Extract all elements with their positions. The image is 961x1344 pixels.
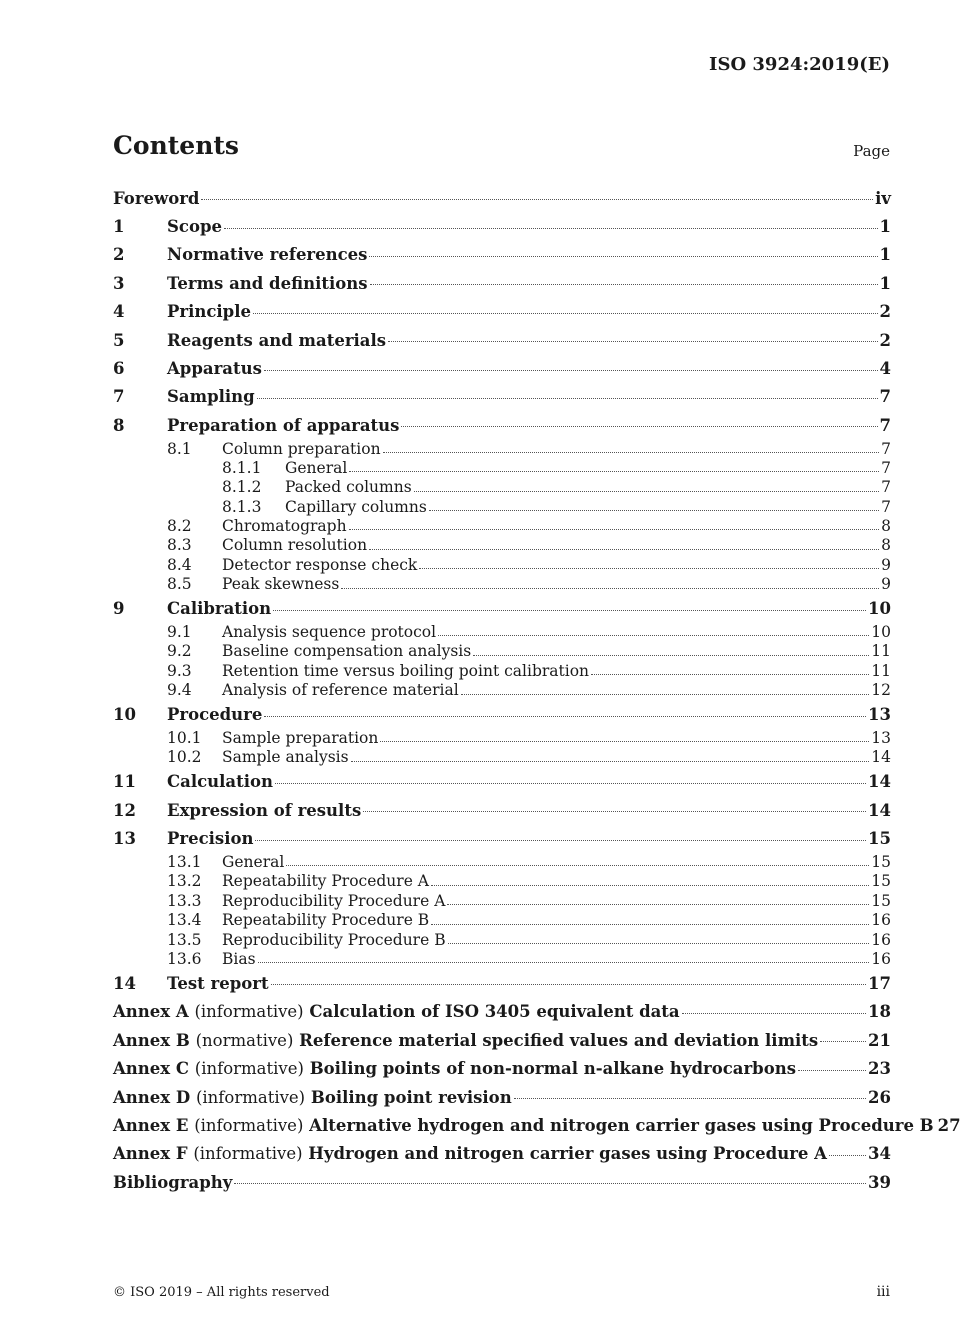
toc-entry[interactable]: [113, 478, 891, 497]
annex-letter: Annex D: [113, 1087, 191, 1107]
dot-leader: [351, 761, 870, 762]
toc-entry-number: 9: [113, 599, 125, 619]
toc-entry-number: 8.1: [167, 439, 192, 458]
dot-leader: [447, 904, 869, 905]
dot-leader: [273, 600, 866, 611]
toc-entry-title: Repeatability Procedure A: [222, 872, 429, 891]
toc-entry[interactable]: [113, 241, 891, 269]
page-column-label: Page: [853, 142, 890, 160]
dot-leader: [514, 1088, 866, 1099]
toc-entry-title: Sample analysis: [222, 748, 349, 767]
toc-entry[interactable]: [113, 298, 891, 326]
toc-entry-number: 13.6: [167, 949, 202, 968]
toc-entry-title: Reproducibility Procedure B: [222, 930, 446, 949]
annex-letter: Annex F: [113, 1144, 188, 1164]
toc-entry-page: 2: [879, 302, 891, 322]
toc-entry-title: Capillary columns: [285, 497, 427, 516]
toc-entry-page: 7: [881, 478, 891, 497]
toc-entry-page: 13: [871, 728, 891, 747]
dot-leader: [829, 1145, 866, 1156]
toc-entry-title: Foreword: [113, 188, 200, 208]
toc-entry[interactable]: [113, 536, 891, 555]
toc-entry[interactable]: [113, 662, 891, 681]
toc-entry-title: Packed columns: [285, 478, 412, 497]
toc-entry-number: 8.1.3: [222, 497, 262, 516]
dot-leader: [224, 218, 878, 229]
annex-title: Alternative hydrogen and nitrogen carrier gases using Procedure B: [309, 1115, 934, 1135]
toc-entry-title: [113, 1144, 827, 1163]
toc-entry-page: 8: [881, 536, 891, 555]
toc-entry-number: 7: [113, 387, 125, 407]
toc-entry[interactable]: [113, 1054, 891, 1082]
toc-entry[interactable]: [113, 969, 891, 997]
toc-entry-number: 8.4: [167, 555, 192, 574]
toc-entry[interactable]: [113, 853, 891, 872]
annex-title: Boiling point revision: [310, 1087, 512, 1107]
toc-entry-page: 11: [871, 642, 891, 661]
dot-leader: [429, 510, 879, 511]
annex-kind: (informative): [194, 1059, 304, 1079]
dot-leader: [473, 655, 869, 656]
annex-kind: (informative): [193, 1144, 303, 1164]
toc-entry-page: iv: [875, 188, 891, 208]
toc-entry-title: Bias: [222, 949, 256, 968]
toc-entry[interactable]: [113, 411, 891, 439]
toc-entry-number: 9.1: [167, 623, 192, 642]
toc-entry-number: 5: [113, 330, 125, 350]
toc-entry[interactable]: [113, 796, 891, 824]
toc-entry-title: [113, 1002, 680, 1021]
dot-leader: [401, 416, 877, 427]
annex-title: Calculation of ISO 3405 equivalent data: [309, 1002, 680, 1022]
toc-entry-page: 26: [868, 1087, 891, 1107]
toc-entry[interactable]: [113, 354, 891, 382]
toc-entry[interactable]: [113, 911, 891, 930]
toc-entry-title: Reproducibility Procedure A: [222, 891, 446, 910]
toc-entry-title: Repeatability Procedure B: [222, 911, 430, 930]
toc-entry[interactable]: [113, 326, 891, 354]
toc-entry-title: Test report: [167, 973, 269, 993]
annex-kind: (informative): [194, 1115, 304, 1135]
dot-leader: [461, 694, 870, 695]
dot-leader: [275, 773, 866, 784]
toc-entry-title: Analysis of reference material: [222, 681, 459, 700]
toc-entry[interactable]: [113, 748, 891, 767]
dot-leader: [682, 1003, 866, 1014]
toc-entry-title: Expression of results: [167, 800, 362, 820]
toc-entry-number: 1: [113, 217, 125, 237]
dot-leader: [201, 189, 873, 200]
toc-entry-page: 8: [881, 517, 891, 536]
toc-entry[interactable]: [113, 517, 891, 536]
toc-entry-number: 14: [113, 973, 136, 993]
toc-entry-title: Baseline compensation analysis: [222, 642, 472, 661]
dot-leader: [798, 1060, 866, 1071]
toc-entry-page: 2: [879, 330, 891, 350]
toc-entry-title: Precision: [167, 829, 254, 849]
toc-entry-title: Calculation: [167, 772, 273, 792]
toc-entry-page: 12: [871, 681, 891, 700]
toc-entry[interactable]: [113, 184, 891, 212]
annex-letter: Annex B: [113, 1030, 190, 1050]
dot-leader: [341, 588, 879, 589]
dot-leader: [369, 549, 879, 550]
toc-entry-number: 8: [113, 415, 125, 435]
toc-entry-number: 10.2: [167, 748, 202, 767]
toc-entry-title: Bibliography: [113, 1172, 233, 1192]
toc-entry-page: 15: [871, 891, 891, 910]
toc-entry-number: 6: [113, 359, 125, 379]
dot-leader: [255, 830, 866, 841]
toc-entry-title: Column resolution: [222, 536, 368, 555]
toc-entry-number: 8.1.1: [222, 458, 262, 477]
toc-entry[interactable]: [113, 498, 891, 517]
toc-entry[interactable]: [113, 872, 891, 891]
toc-entry[interactable]: [113, 681, 891, 700]
toc-entry-number: 8.3: [167, 536, 192, 555]
dot-leader: [438, 635, 869, 636]
toc-entry[interactable]: [113, 768, 891, 796]
toc-entry[interactable]: [113, 950, 891, 969]
toc-entry-title: Normative references: [167, 245, 368, 265]
toc-entry[interactable]: [113, 212, 891, 240]
toc-entry-number: 3: [113, 273, 125, 293]
toc-entry[interactable]: [113, 269, 891, 297]
toc-entry-number: 13.1: [167, 852, 202, 871]
toc-entry-number: 13.3: [167, 891, 202, 910]
toc-entry-page: 14: [868, 772, 891, 792]
dot-leader: [349, 529, 880, 530]
toc-entry-page: 15: [871, 872, 891, 891]
toc-entry-number: 10.1: [167, 728, 202, 747]
dot-leader: [271, 974, 866, 985]
dot-leader: [258, 962, 870, 963]
toc-entry-page: 18: [868, 1002, 891, 1022]
toc-entry-number: 8.5: [167, 575, 192, 594]
toc-entry-title: [113, 1059, 796, 1078]
toc-entry[interactable]: [113, 931, 891, 950]
page-title: Contents: [113, 131, 240, 160]
toc-entry-title: [113, 1031, 818, 1050]
dot-leader: [419, 568, 879, 569]
toc-entry-page: 27: [937, 1115, 961, 1135]
toc-entry-page: 14: [868, 800, 891, 820]
toc-entry-page: 16: [871, 911, 891, 930]
toc-entry[interactable]: [113, 642, 891, 661]
toc-entry-page: 7: [881, 497, 891, 516]
toc-entry[interactable]: [113, 556, 891, 575]
toc-entry-page: 15: [871, 852, 891, 871]
toc-entry-number: 13.4: [167, 911, 202, 930]
toc-entry[interactable]: [113, 1168, 891, 1196]
toc-entry-page: 14: [871, 748, 891, 767]
toc-entry-number: 8.2: [167, 517, 192, 536]
dot-leader: [264, 706, 866, 717]
toc-entry[interactable]: [113, 1083, 891, 1111]
toc-entry-title: Principle: [167, 302, 251, 322]
toc-entry-page: 11: [871, 661, 891, 680]
toc-entry-title: Retention time versus boiling point calibration: [222, 661, 590, 680]
annex-title: Boiling points of non-normal n-alkane hydrocarbons: [309, 1059, 796, 1079]
toc-entry-title: Reagents and materials: [167, 330, 387, 350]
dot-leader: [380, 741, 869, 742]
toc-entry-page: 21: [868, 1030, 891, 1050]
toc-entry-title: [113, 1088, 512, 1107]
toc-entry[interactable]: [113, 383, 891, 411]
toc-entry[interactable]: [113, 729, 891, 748]
toc-entry-page: 7: [879, 415, 891, 435]
toc-entry-title: Sampling: [167, 387, 255, 407]
toc-entry-title: Scope: [167, 217, 223, 237]
toc-entry-page: 9: [881, 555, 891, 574]
dot-leader: [383, 452, 880, 453]
toc-entry-title: General: [222, 852, 285, 871]
toc-entry-page: 7: [879, 387, 891, 407]
toc-entry-title: Column preparation: [222, 439, 381, 458]
toc-entry-number: 10: [113, 705, 136, 725]
toc-entry[interactable]: [113, 825, 891, 853]
toc-entry-number: 13: [113, 829, 136, 849]
dot-leader: [431, 924, 869, 925]
toc-entry-number: 9.2: [167, 642, 192, 661]
page-number: iii: [876, 1284, 890, 1300]
toc-entry-page: 34: [868, 1144, 891, 1164]
toc-entry[interactable]: [113, 595, 891, 623]
toc-entry-title: Apparatus: [167, 359, 262, 379]
toc-entry-page: 39: [868, 1172, 891, 1192]
dot-leader: [234, 1173, 866, 1184]
toc-entry-page: 10: [871, 623, 891, 642]
toc-entry[interactable]: [113, 1026, 891, 1054]
toc-entry[interactable]: [113, 623, 891, 642]
toc-entry-number: 9.3: [167, 661, 192, 680]
toc-entry[interactable]: [113, 575, 891, 594]
annex-letter: Annex E: [113, 1115, 189, 1135]
toc-entry-title: Preparation of apparatus: [167, 415, 400, 435]
dot-leader: [431, 885, 869, 886]
toc-entry-number: 8.1.2: [222, 478, 262, 497]
dot-leader: [257, 388, 878, 399]
dot-leader: [448, 943, 870, 944]
toc-entry-page: 23: [868, 1059, 891, 1079]
document-id: ISO 3924:2019(E): [709, 54, 890, 75]
toc-entry-title: Procedure: [167, 705, 263, 725]
toc-entry[interactable]: [113, 459, 891, 478]
toc-entry-page: 4: [879, 359, 891, 379]
toc-entry-number: 12: [113, 800, 136, 820]
toc-entry-title: Peak skewness: [222, 575, 340, 594]
toc-entry[interactable]: [113, 440, 891, 459]
dot-leader: [363, 801, 866, 812]
annex-kind: (normative): [195, 1030, 294, 1050]
dot-leader: [264, 360, 878, 371]
toc-entry-title: [113, 1116, 934, 1135]
toc-entry-page: 15: [868, 829, 891, 849]
annex-letter: Annex C: [113, 1059, 190, 1079]
copyright-notice: © ISO 2019 – All rights reserved: [113, 1285, 330, 1300]
toc-entry-title: Sample preparation: [222, 728, 379, 747]
toc-entry-page: 10: [868, 599, 891, 619]
toc-entry[interactable]: [113, 1111, 961, 1139]
toc-entry-title: Detector response check: [222, 555, 418, 574]
annex-title: Hydrogen and nitrogen carrier gases using Procedure A: [308, 1144, 827, 1164]
toc-entry[interactable]: [113, 998, 891, 1026]
toc-entry-page: 16: [871, 949, 891, 968]
toc-entry-title: General: [285, 458, 348, 477]
toc-entry-page: 7: [881, 439, 891, 458]
dot-leader: [388, 331, 877, 342]
dot-leader: [349, 471, 879, 472]
toc-entry-page: 1: [879, 245, 891, 265]
toc-entry-number: 13.2: [167, 872, 202, 891]
toc-entry-page: 1: [879, 273, 891, 293]
dot-leader: [370, 274, 878, 285]
toc-entry[interactable]: [113, 701, 891, 729]
annex-kind: (informative): [194, 1002, 304, 1022]
dot-leader: [286, 865, 869, 866]
annex-kind: (informative): [195, 1087, 306, 1107]
toc-entry-number: 4: [113, 302, 125, 322]
toc-entry-title: Chromatograph: [222, 517, 347, 536]
toc-entry-title: Analysis sequence protocol: [222, 623, 437, 642]
toc-entry-page: 17: [868, 973, 891, 993]
toc-entry[interactable]: [113, 1140, 891, 1168]
toc-entry-page: 9: [881, 575, 891, 594]
dot-leader: [591, 674, 869, 675]
toc-entry-number: 13.5: [167, 930, 202, 949]
toc-entry-page: 13: [868, 705, 891, 725]
toc-entry-title: Calibration: [167, 599, 272, 619]
dot-leader: [820, 1031, 866, 1042]
toc-entry-page: 16: [871, 930, 891, 949]
toc-entry-number: 9.4: [167, 681, 192, 700]
toc-entry-page: 7: [881, 458, 891, 477]
table-of-contents: [113, 184, 961, 1196]
toc-entry-title: Terms and definitions: [167, 273, 368, 293]
dot-leader: [253, 303, 878, 314]
annex-letter: Annex A: [113, 1002, 189, 1022]
dot-leader: [369, 246, 877, 257]
toc-entry-page: 1: [879, 217, 891, 237]
dot-leader: [414, 491, 879, 492]
toc-entry-number: 11: [113, 772, 136, 792]
annex-title: Reference material specified values and deviation limits: [299, 1030, 819, 1050]
toc-entry-number: 2: [113, 245, 125, 265]
toc-entry[interactable]: [113, 892, 891, 911]
